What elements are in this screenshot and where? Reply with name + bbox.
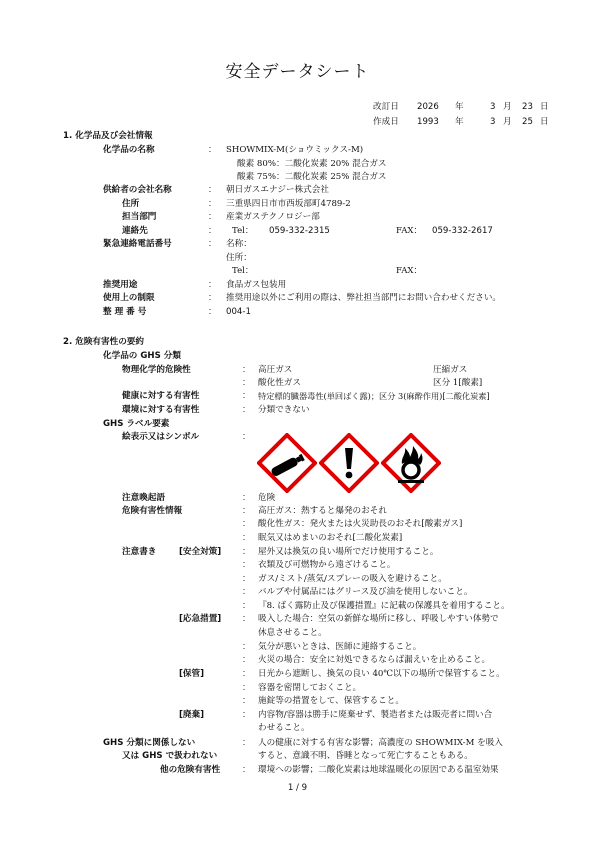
created-date-label: 作成日 xyxy=(373,117,399,127)
ghs-classification-label: 化学品の GHS 分類 xyxy=(103,351,181,361)
colon: ： xyxy=(242,696,251,706)
colon: ： xyxy=(242,493,251,503)
colon: ： xyxy=(242,391,251,401)
environment-hazard: 分類できない xyxy=(258,405,310,415)
reference-number-label: 整 理 番 号 xyxy=(103,307,147,317)
environment-hazard-label: 環境に対する有害性 xyxy=(122,405,200,415)
emergency-label: 緊急連絡電話番号 xyxy=(103,239,172,249)
colon: ： xyxy=(208,280,217,290)
tel-label: Tel： xyxy=(232,226,254,236)
disposal-1-cont: わせること。 xyxy=(258,723,310,733)
section1-heading: 1. 化学品及び会社情報 xyxy=(63,131,153,141)
colon: ： xyxy=(242,765,251,775)
colon: ： xyxy=(208,212,217,222)
created-day: 25 xyxy=(522,117,533,127)
non-ghs-label-2: 又は GHS で扱われない xyxy=(122,751,218,761)
recommended-use: 食品ガス包装用 xyxy=(226,280,287,290)
created-hi: 日 xyxy=(540,117,549,127)
colon: ： xyxy=(242,574,251,584)
revision-hi: 日 xyxy=(540,102,549,112)
physchem-2: 酸化性ガス xyxy=(258,378,301,388)
contact-label: 連絡先 xyxy=(122,226,148,236)
safety-4: バルブや付属品にはグリース及び油を使用しないこと。 xyxy=(258,587,473,597)
section2-heading: 2. 危険有害性の要約 xyxy=(63,337,144,347)
response-1-cont: 休息させること。 xyxy=(258,628,327,638)
created-year: 1993 xyxy=(417,117,439,127)
storage-2: 容器を密閉しておくこと。 xyxy=(258,683,362,693)
label-elements-heading: GHS ラベル要素 xyxy=(103,419,170,429)
hazard-statement-2: 酸化性ガス：発火または火災助長のおそれ[酸素ガス] xyxy=(258,519,463,529)
emergency-name: 名称： xyxy=(226,239,252,249)
safety-3: ガス/ミスト/蒸気/スプレーの吸入を避けること。 xyxy=(258,574,447,584)
flame-over-circle-icon xyxy=(381,433,441,493)
disposal-1: 内容物/容器は勝手に廃棄せず、製造者または販売者に問い合 xyxy=(258,710,493,720)
hazard-statement-label: 危険有害性情報 xyxy=(122,506,183,516)
response-1: 吸入した場合：空気の新鮮な場所に移し、呼吸しやすい体勢で xyxy=(258,614,499,624)
colon: ： xyxy=(242,506,251,516)
revision-tsuki: 月 xyxy=(503,102,512,112)
signal-word: 危険 xyxy=(258,493,276,503)
document-title: 安全データシート xyxy=(225,62,370,82)
health-hazard: 特定標的臓器毒性(単回ばく露)；区分 3(麻酔作用)[二酸化炭素] xyxy=(258,391,490,401)
hazard-statement-3: 眠気又はめまいのおそれ[二酸化炭素] xyxy=(258,533,403,543)
revision-year: 2026 xyxy=(417,102,439,112)
colon: ： xyxy=(242,683,251,693)
colon: ： xyxy=(208,145,217,155)
colon: ： xyxy=(242,378,251,388)
safety-measures-label: [安全対策] xyxy=(179,547,222,557)
gas-cylinder-icon xyxy=(257,433,317,493)
created-nen: 年 xyxy=(455,117,464,127)
department: 産業ガステクノロジー部 xyxy=(226,212,320,222)
colon: ： xyxy=(242,601,251,611)
reference-number: 004-1 xyxy=(226,307,251,317)
response-2: 気分が悪いときは、医師に連絡すること。 xyxy=(258,642,422,652)
created-month: 3 xyxy=(490,117,496,127)
product-variant-1: 酸素 80%：二酸化炭素 20% 混合ガス xyxy=(237,159,387,169)
created-tsuki: 月 xyxy=(503,117,512,127)
non-ghs-label-1: GHS 分類に関係しない xyxy=(103,738,196,748)
non-ghs-3: 環境への影響；二酸化炭素は地球温暖化の原因である温室効果 xyxy=(258,765,499,775)
emergency-address: 住所： xyxy=(226,253,252,263)
physchem-1-category: 圧縮ガス xyxy=(433,365,468,375)
colon: ： xyxy=(242,533,251,543)
colon: ： xyxy=(208,226,217,236)
fax-number: 059-332-2617 xyxy=(432,226,493,236)
safety-2: 衣類及び可燃物から遠ざけること。 xyxy=(258,560,396,570)
exclamation-icon xyxy=(319,433,379,493)
colon: ： xyxy=(208,199,217,209)
non-ghs-1: 人の健康に対する有害な影響；高濃度の SHOWMIX-M を吸入 xyxy=(258,738,503,748)
product-name-label: 化学品の名称 xyxy=(103,145,155,155)
safety-5: 『8. ばく露防止及び保護措置』に記載の保護具を着用すること。 xyxy=(258,601,510,611)
health-hazard-label: 健康に対する有害性 xyxy=(122,391,200,401)
colon: ： xyxy=(242,669,251,679)
recommended-use-label: 推奨用途 xyxy=(103,280,138,290)
supplier-name: 朝日ガスエナジー株式会社 xyxy=(226,185,329,195)
storage-label: [保管] xyxy=(179,669,205,679)
colon: ： xyxy=(208,293,217,303)
colon: ： xyxy=(242,655,251,665)
colon: ： xyxy=(242,432,251,442)
address: 三重県四日市市西坂部町4789-2 xyxy=(226,199,351,209)
symbol-label: 絵表示又はシンボル xyxy=(122,432,200,442)
revision-month: 3 xyxy=(490,102,496,112)
revision-nen: 年 xyxy=(455,102,464,112)
hazard-statement-1: 高圧ガス：熱すると爆発のおそれ xyxy=(258,506,387,516)
colon: ： xyxy=(242,710,251,720)
tel-number: 059-332-2315 xyxy=(269,226,330,236)
revision-day: 23 xyxy=(522,102,533,112)
response-3: 火災の場合：安全に対処できるならば漏えいを止めること。 xyxy=(258,655,491,665)
page-number: 1 / 9 xyxy=(287,783,308,793)
revision-date-label: 改訂日 xyxy=(373,102,399,112)
supplier-label: 供給者の会社名称 xyxy=(103,185,172,195)
safety-1: 屋外又は換気の良い場所でだけ使用すること。 xyxy=(258,547,439,557)
colon: ： xyxy=(242,365,251,375)
signal-word-label: 注意喚起語 xyxy=(122,493,165,503)
restriction-label: 使用上の制限 xyxy=(103,293,155,303)
disposal-label: [廃棄] xyxy=(179,710,205,720)
colon: ： xyxy=(242,519,251,529)
colon: ： xyxy=(242,642,251,652)
product-name: SHOWMIX-M(ショウミックス-M) xyxy=(226,145,364,155)
physchem-label: 物理化学的危険性 xyxy=(122,365,191,375)
colon: ： xyxy=(242,560,251,570)
address-label: 住所 xyxy=(122,199,140,209)
storage-3: 施錠等の措置をして、保管すること。 xyxy=(258,696,404,706)
non-ghs-label-3: 他の危険有害性 xyxy=(160,765,221,775)
colon: ： xyxy=(208,307,217,317)
restriction: 推奨用途以外にご利用の際は、弊社担当部門にお問い合わせください。 xyxy=(226,293,502,303)
colon: ： xyxy=(242,614,251,624)
colon: ： xyxy=(242,405,251,415)
colon: ： xyxy=(208,185,217,195)
non-ghs-2: すると、意識不明、昏睡となって死亡することもある。 xyxy=(258,751,473,761)
physchem-1: 高圧ガス xyxy=(258,365,293,375)
colon: ： xyxy=(242,587,251,597)
physchem-2-category: 区分 1[酸素] xyxy=(433,378,483,388)
colon: ： xyxy=(242,738,251,748)
response-label: [応急措置] xyxy=(179,614,222,624)
colon: ： xyxy=(242,547,251,557)
storage-1: 日光から遮断し、換気の良い 40℃以下の場所で保管すること。 xyxy=(258,669,505,679)
department-label: 担当部門 xyxy=(122,212,157,222)
product-variant-2: 酸素 75%：二酸化炭素 25% 混合ガス xyxy=(237,172,387,182)
emergency-tel: Tel： xyxy=(232,266,254,276)
colon: ： xyxy=(208,239,217,249)
emergency-fax: FAX： xyxy=(396,266,423,276)
fax-label: FAX： xyxy=(396,226,423,236)
precaution-label: 注意書き xyxy=(122,547,157,557)
